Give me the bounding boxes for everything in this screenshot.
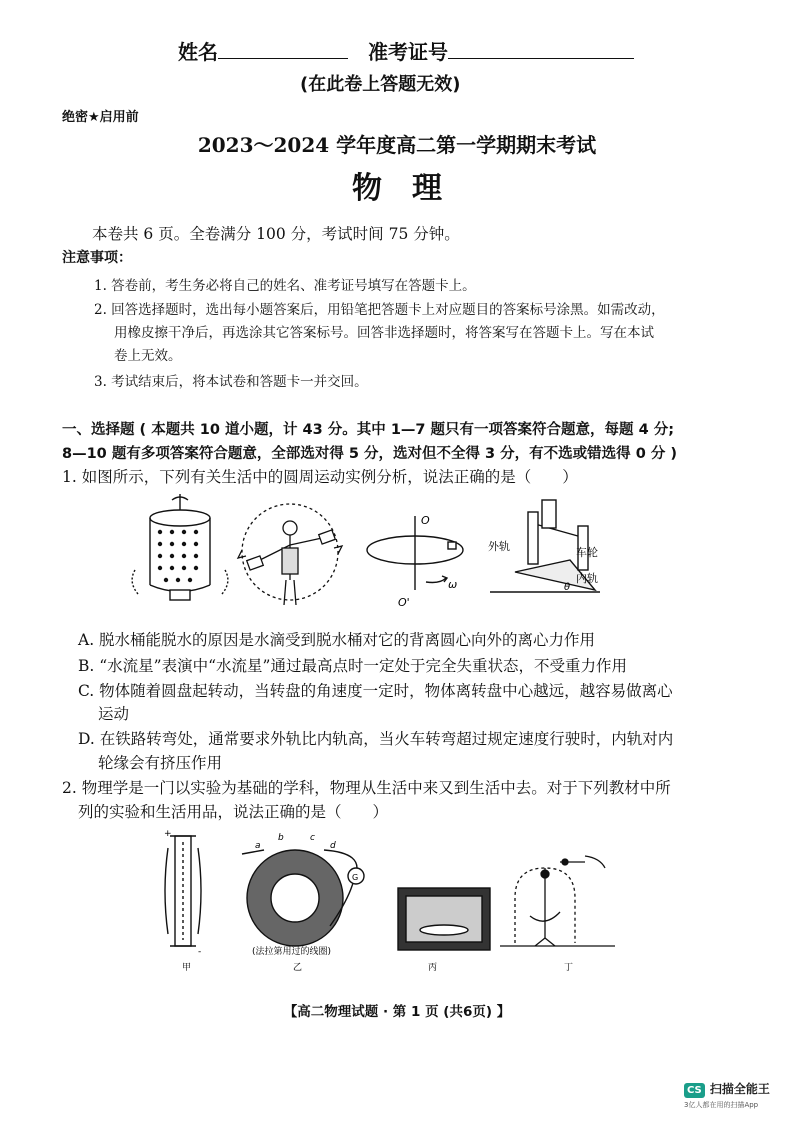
ding-label: 丁 bbox=[564, 963, 574, 973]
yi-a-label: a bbox=[255, 841, 261, 851]
inner-rail-label: 内轨 bbox=[576, 572, 598, 585]
subject-title: 物 理 bbox=[352, 171, 442, 206]
page-footer: 【高二物理试题 · 第 1 页 (共6页) 】 bbox=[283, 1004, 511, 1020]
yi-label: 乙 bbox=[293, 963, 303, 973]
wheel-label: 车轮 bbox=[576, 546, 598, 559]
scanner-tagline: 3亿人都在用的扫描App bbox=[684, 1101, 759, 1109]
invalid-note: (在此卷上答题无效) bbox=[300, 74, 461, 95]
q1-option-c-cont: 运动 bbox=[98, 705, 130, 723]
yi-figure bbox=[242, 850, 364, 946]
secret-mark: 绝密★启用前 bbox=[62, 110, 139, 125]
omega-label: ω bbox=[448, 578, 458, 591]
exam-id-field bbox=[368, 36, 634, 65]
notice-item: 2. 回答选择题时，选出每小题答案后，用铅笔把答题卡上对应题目的答案标号涂黑。如需改动， bbox=[94, 302, 665, 318]
coil-caption: (法拉第用过的线圈) bbox=[252, 947, 332, 957]
exam-id-label: 准考证号 bbox=[368, 40, 448, 64]
page-title: 2023～2024 学年度高二第一学期期末考试 bbox=[197, 133, 597, 157]
q1-option-b: B. “水流星”表演中“水流星”通过最高点时一定处于完全失重状态，不受重力作用 bbox=[78, 657, 627, 675]
jia-plus-label: + bbox=[164, 829, 172, 839]
q1-option-a: A. 脱水桶能脱水的原因是水滴受到脱水桶对它的背离圆心向外的离心力作用 bbox=[78, 631, 596, 649]
galvanometer-label: G bbox=[352, 873, 359, 882]
yi-c-label: c bbox=[310, 833, 315, 843]
q1-option-c: C. 物体随着圆盘起转动，当转盘的角速度一定时，物体离转盘中心越远，越容易做离心 bbox=[78, 682, 673, 700]
name-blank bbox=[218, 40, 348, 59]
section1-heading: 一、选择题 ( 本题共 10 道小题，计 43 分。其中 1—7 题只有一项答案符合题意，每题 4 分; bbox=[62, 422, 675, 438]
name-field bbox=[178, 36, 348, 65]
bing-label: 丙 bbox=[428, 963, 438, 973]
ding-figure bbox=[500, 856, 615, 946]
intro-text: 本卷共 6 页。全卷满分 100 分，考试时间 75 分钟。 bbox=[92, 225, 460, 243]
notice-heading: 注意事项： bbox=[62, 250, 132, 266]
spin-dryer-figure bbox=[132, 494, 228, 600]
q1-stem: 1. 如图所示，下列有关生活中的圆周运动实例分析，说法正确的是（ ） bbox=[62, 468, 578, 486]
q1-option-d: D. 在铁路转弯处，通常要求外轨比内轨高，当火车转弯超过规定速度行驶时，内轨对内 bbox=[78, 730, 674, 748]
section1-heading-cont: 8—10 题有多项答案符合题意，全部选对得 5 分，选对但不全得 3 分，有不选或错选得 0 分 ) bbox=[62, 446, 678, 462]
exam-id-blank bbox=[448, 40, 634, 59]
notice-item: 用橡皮擦干净后，再选涂其它答案标号。回答非选择题时，将答案写在答题卡上。写在本试 bbox=[114, 325, 654, 341]
q2-stem: 2. 物理学是一门以实验为基础的学科，物理从生活中来又到生活中去。对于下列教材中所 bbox=[62, 779, 671, 797]
bing-figure bbox=[398, 888, 490, 950]
yi-d-label: d bbox=[330, 841, 336, 851]
jia-label: 甲 bbox=[182, 963, 192, 973]
q1-option-d-cont: 轮缘会有挤压作用 bbox=[98, 754, 223, 772]
q2-stem-cont: 列的实验和生活用品，说法正确的是（ ） bbox=[78, 803, 389, 821]
water-meteor-figure bbox=[238, 504, 342, 605]
q2-figures bbox=[160, 828, 620, 978]
theta-label: θ bbox=[564, 582, 571, 593]
jia-minus-label: - bbox=[198, 947, 202, 957]
scanner-logo-icon: CS bbox=[684, 1083, 705, 1098]
q1-figures bbox=[130, 490, 610, 615]
jia-figure bbox=[165, 836, 201, 946]
notice-item: 3. 考试结束后，将本试卷和答题卡一并交回。 bbox=[94, 374, 368, 390]
scanner-name: 扫描全能王 bbox=[709, 1082, 770, 1096]
yi-b-label: b bbox=[278, 833, 284, 843]
scanner-watermark bbox=[684, 1078, 770, 1098]
o-bottom-label: O' bbox=[398, 596, 410, 609]
notice-item: 卷上无效。 bbox=[114, 348, 182, 364]
outer-rail-label: 外轨 bbox=[488, 540, 510, 553]
notice-item: 1. 答卷前，考生务必将自己的姓名、准考证号填写在答题卡上。 bbox=[94, 278, 476, 294]
o-top-label: O bbox=[421, 514, 430, 527]
name-label: 姓名 bbox=[178, 40, 218, 64]
